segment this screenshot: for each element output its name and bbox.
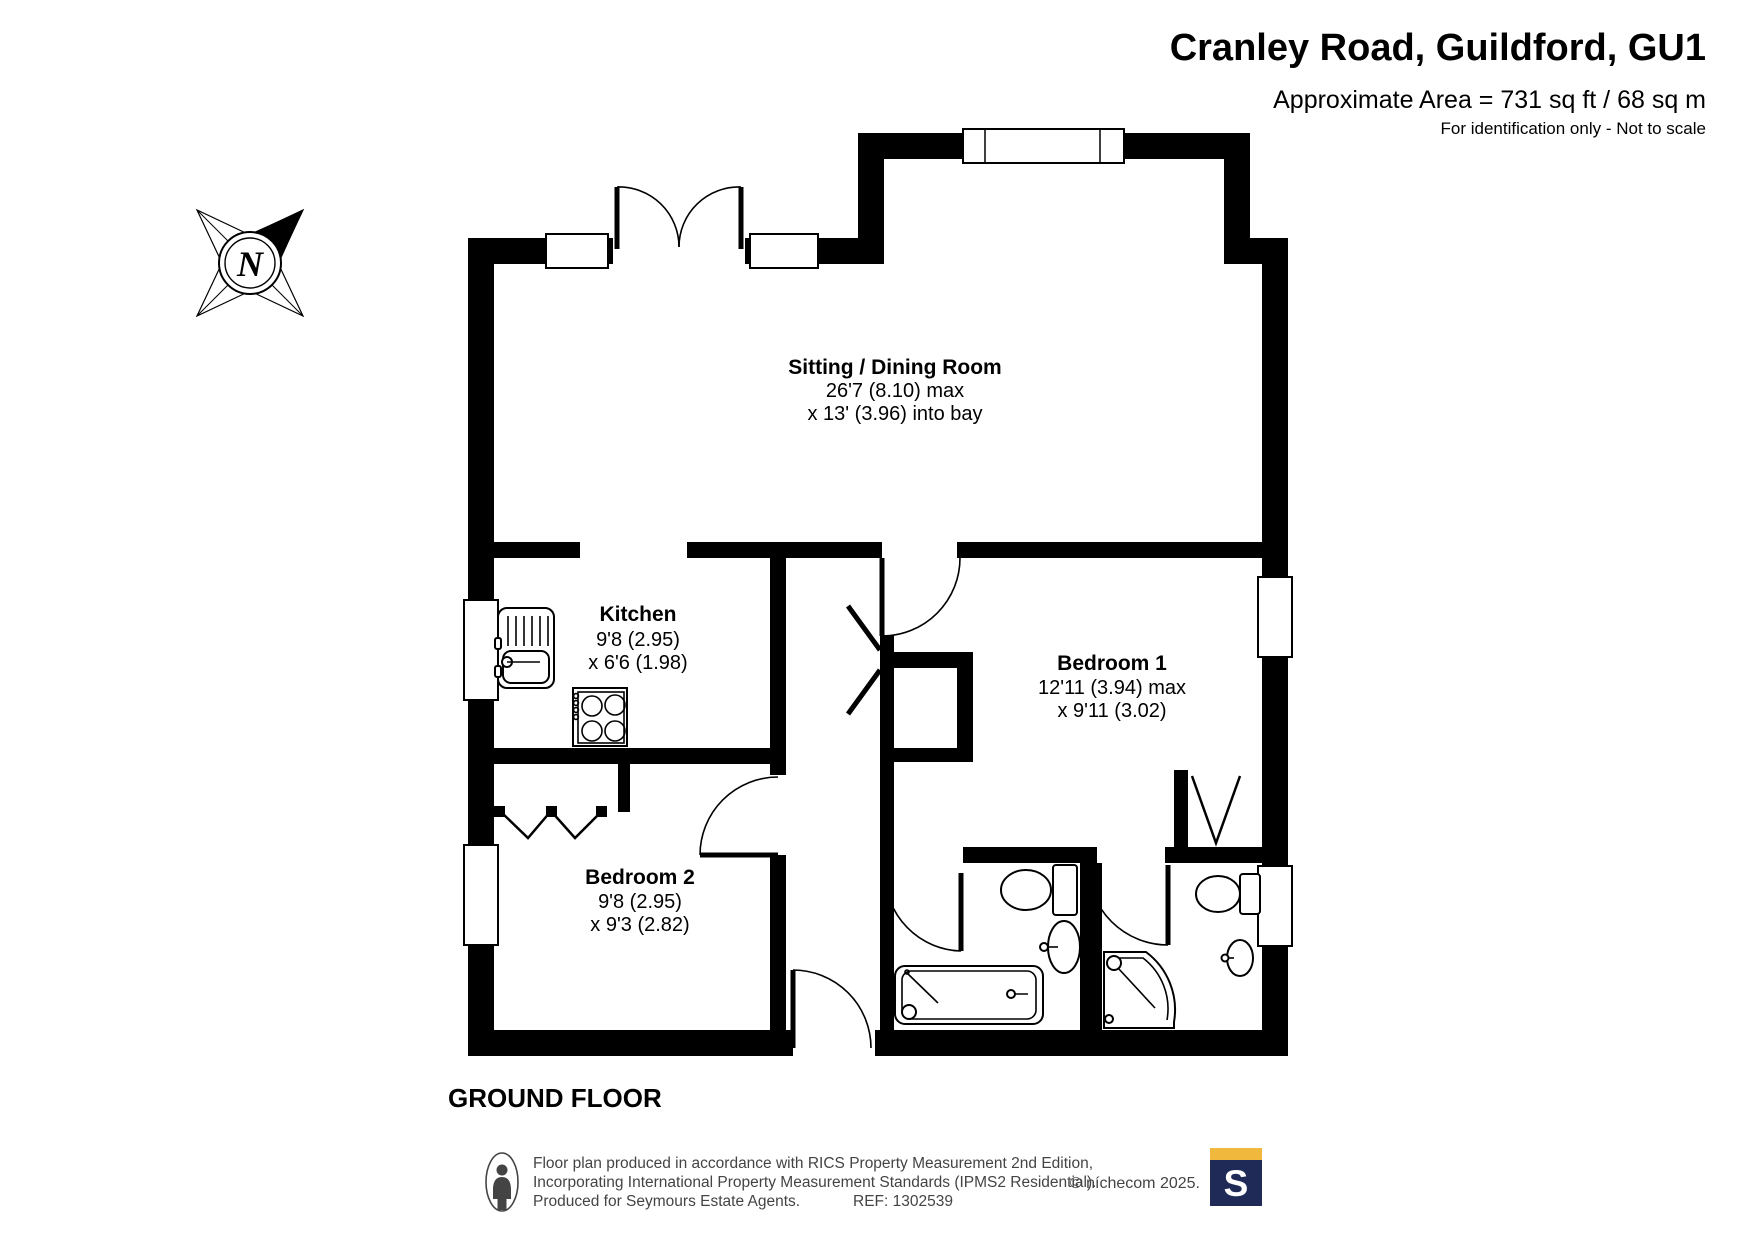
door-icon: [700, 777, 778, 855]
room-name: Sitting / Dining Room: [788, 356, 1002, 379]
footer-line3: Produced for Seymours Estate Agents.: [533, 1193, 801, 1210]
room-dim1: 9'8 (2.95): [596, 629, 680, 651]
person-icon: [486, 1153, 518, 1211]
room-dim2: x 6'6 (1.98): [588, 652, 688, 674]
toilet-icon: [1196, 874, 1260, 914]
room-dim1: 26'7 (8.10) max: [825, 380, 965, 402]
footer: [486, 1148, 1262, 1211]
area-text: Approximate Area = 731 sq ft / 68 sq m: [1273, 86, 1706, 114]
footer-line1: Floor plan produced in accordance with RICS Property Measurement 2nd Edition,: [533, 1155, 1094, 1172]
room-dim2: x 13' (3.96) into bay: [807, 403, 983, 425]
toilet-icon: [1001, 865, 1077, 915]
window-icon: [1258, 577, 1292, 657]
window-icon: [464, 845, 498, 945]
compass-north-label: N: [237, 244, 263, 284]
compass-rose-icon: [197, 210, 303, 316]
room-label-sitting-dining: [788, 356, 1001, 425]
room-name: Bedroom 2: [585, 866, 695, 889]
header: [1170, 27, 1706, 138]
room-dim2: x 9'11 (3.02): [1057, 700, 1167, 722]
room-label-bedroom1: [1038, 652, 1186, 722]
logo-letter: S: [1223, 1163, 1249, 1204]
cupboard-door-icon: [848, 606, 880, 714]
window-icon: [464, 600, 498, 700]
footer-ref: REF: 1302539: [853, 1193, 953, 1210]
seymours-logo: [1210, 1148, 1262, 1206]
floor-label: GROUND FLOOR: [448, 1083, 662, 1113]
room-label-bedroom2: [585, 866, 695, 936]
window-icon: [546, 234, 608, 268]
room-dim1: 12'11 (3.94) max: [1038, 677, 1186, 699]
room-label-kitchen: [588, 603, 687, 674]
closet-door-icon: [1192, 776, 1240, 843]
bathtub-icon: [895, 966, 1043, 1024]
copyright-text: © níchecom 2025.: [1069, 1175, 1200, 1192]
window-icon: [750, 234, 818, 268]
page-title: Cranley Road, Guildford, GU1: [1169, 27, 1706, 69]
room-dim1: 9'8 (2.95): [598, 891, 682, 913]
disclaimer-text: For identification only - Not to scale: [1440, 119, 1706, 138]
door-icon: [882, 558, 960, 636]
wardrobe-icon: [494, 806, 607, 838]
door-icon: [885, 873, 961, 951]
basin-icon: [1040, 921, 1080, 973]
basin-icon: [1222, 940, 1254, 976]
window-icon: [1258, 866, 1292, 946]
footer-line2: Incorporating International Property Measurement Standards (IPMS2 Residential).: [533, 1174, 1097, 1191]
room-name: Bedroom 1: [1057, 652, 1167, 675]
room-name: Kitchen: [599, 603, 677, 626]
hob-icon: [573, 688, 627, 746]
room-dim2: x 9'3 (2.82): [590, 914, 690, 936]
kitchen-sink-icon: [495, 608, 554, 688]
shower-icon: [1104, 952, 1175, 1028]
